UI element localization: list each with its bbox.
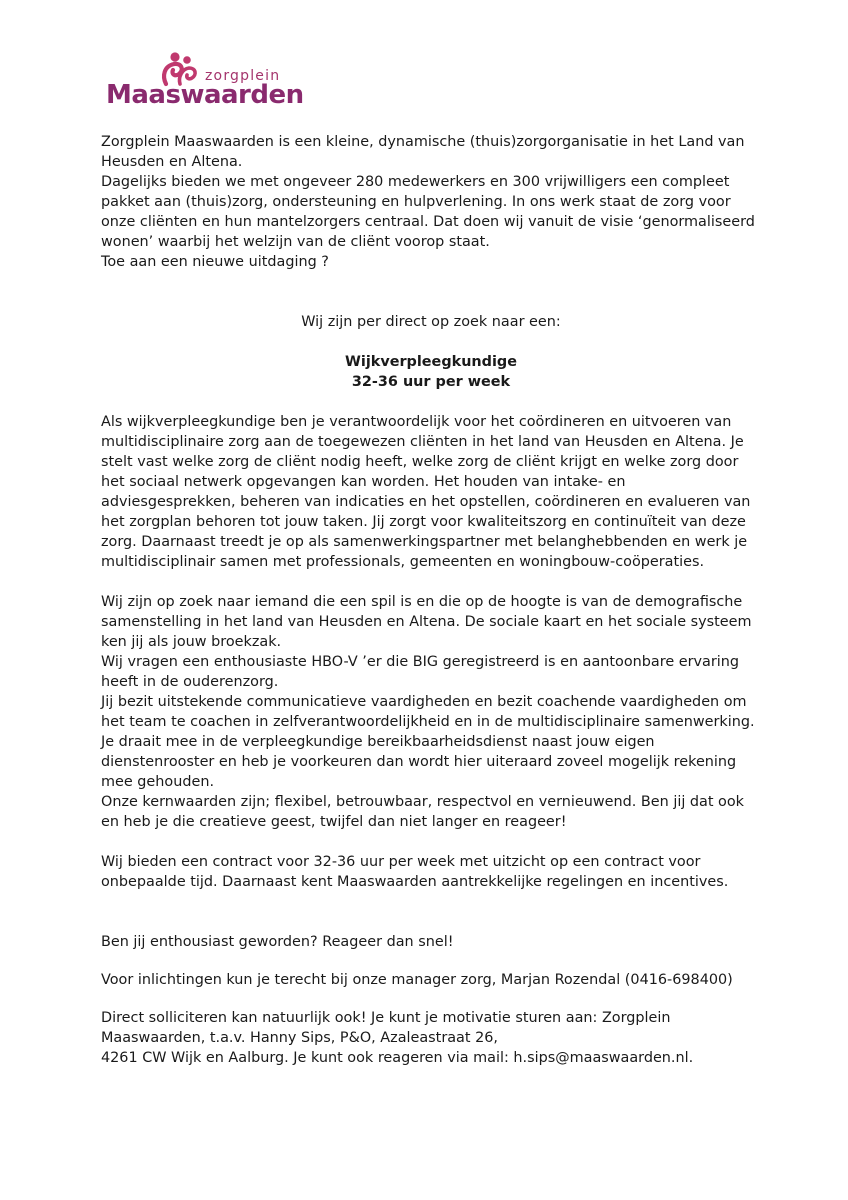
profile-paragraph-4: Je draait mee in de verpleegkundige bereikbaarheidsdienst naast jouw eigen dienstenrooster en heb je voorkeuren dan wordt hier uiteraard zoveel mogelijk rekening mee gehouden. — [101, 734, 737, 790]
intro-paragraph-1: Zorgplein Maaswaarden is een kleine, dynamische (thuis)zorgorganisatie in het Land van Heusden en Altena. — [101, 134, 745, 170]
profile-paragraph-1: Wij zijn op zoek naar iemand die een spil is en die op de hoogte is van de demografische samenstelling in het land van Heusden en Altena. De sociale kaart en het sociale systeem ken jij als jouw broekzak. — [101, 594, 752, 650]
logo-tagline: zorgplein — [205, 68, 281, 84]
search-line: Wij zijn per direct op zoek naar een: — [301, 314, 561, 330]
profile-paragraph-2: Wij vragen een enthousiaste HBO-V ’er die BIG geregistreerd is en aantoonbare ervaring heeft in de ouderenzorg. — [101, 654, 740, 690]
call-to-action: Ben jij enthousiast geworden? Reageer dan snel! — [101, 934, 454, 950]
intro-paragraph-2: Dagelijks bieden we met ongeveer 280 medewerkers en 300 vrijwilligers een compleet pakket aan (thuis)zorg, ondersteuning en hulpverlening. In ons werk staat de zorg voor onze cliënten en hun mantelzorgers centraal. Dat doen wij vanuit de visie ‘genormaliseerd wonen’ waarbij het welzijn van de cliënt voorop staat. — [101, 174, 755, 250]
contact-info: Voor inlichtingen kun je terecht bij onze manager zorg, Marjan Rozendal (0416-698400) — [101, 972, 733, 988]
profile-paragraph-3: Jij bezit uitstekende communicatieve vaardigheden en bezit coachende vaardigheden om het team te coachen in zelfverantwoordelijkheid en in de multidisciplinaire samenwerking. — [101, 694, 755, 730]
intro-paragraph-3: Toe aan een nieuwe uitdaging ? — [101, 254, 329, 270]
job-title: Wijkverpleegkundige — [345, 354, 517, 370]
apply-address: Direct solliciteren kan natuurlijk ook! Je kunt je motivatie sturen aan: Zorgplein Maaswaarden, t.a.v. Hanny Sips, P&O, Azaleastraat 26, — [101, 1010, 671, 1046]
company-logo — [104, 50, 304, 114]
logo-wordmark: Maaswaarden — [106, 80, 304, 110]
job-hours: 32-36 uur per week — [351, 374, 511, 390]
profile-paragraph-5: Onze kernwaarden zijn; flexibel, betrouwbaar, respectvol en vernieuwend. Ben jij dat ook en heb je die creatieve geest, twijfel dan niet langer en reageer! — [101, 794, 745, 830]
apply-email-line: 4261 CW Wijk en Aalburg. Je kunt ook reageren via mail: h.sips@maaswaarden.nl. — [101, 1050, 694, 1066]
vacancy-text — [101, 132, 761, 1068]
offer-paragraph: Wij bieden een contract voor 32-36 uur per week met uitzicht op een contract voor onbepaalde tijd. Daarnaast kent Maaswaarden aantrekkelijke regelingen en incentives. — [101, 854, 729, 890]
job-description: Als wijkverpleegkundige ben je verantwoordelijk voor het coördineren en uitvoeren van multidisciplinaire zorg aan de toegewezen cliënten in het land van Heusden en Altena. Je stelt vast welke zorg de cliënt nodig heeft, welke zorg de cliënt krijgt en welke zorg door het sociaal netwerk opgevangen kan worden. Het houden van intake- en adviesgesprekken, beheren van indicaties en het opstellen, coördineren en evalueren van het zorgplan behoren tot jouw taken. Jij zorgt voor kwaliteitszorg en continuïteit van deze zorg. Daarnaast treedt je op als samenwerkingspartner met belanghebbenden en werk je multidisciplinair samen met professionals, gemeenten en woningbouw-coöperaties. — [101, 414, 751, 570]
